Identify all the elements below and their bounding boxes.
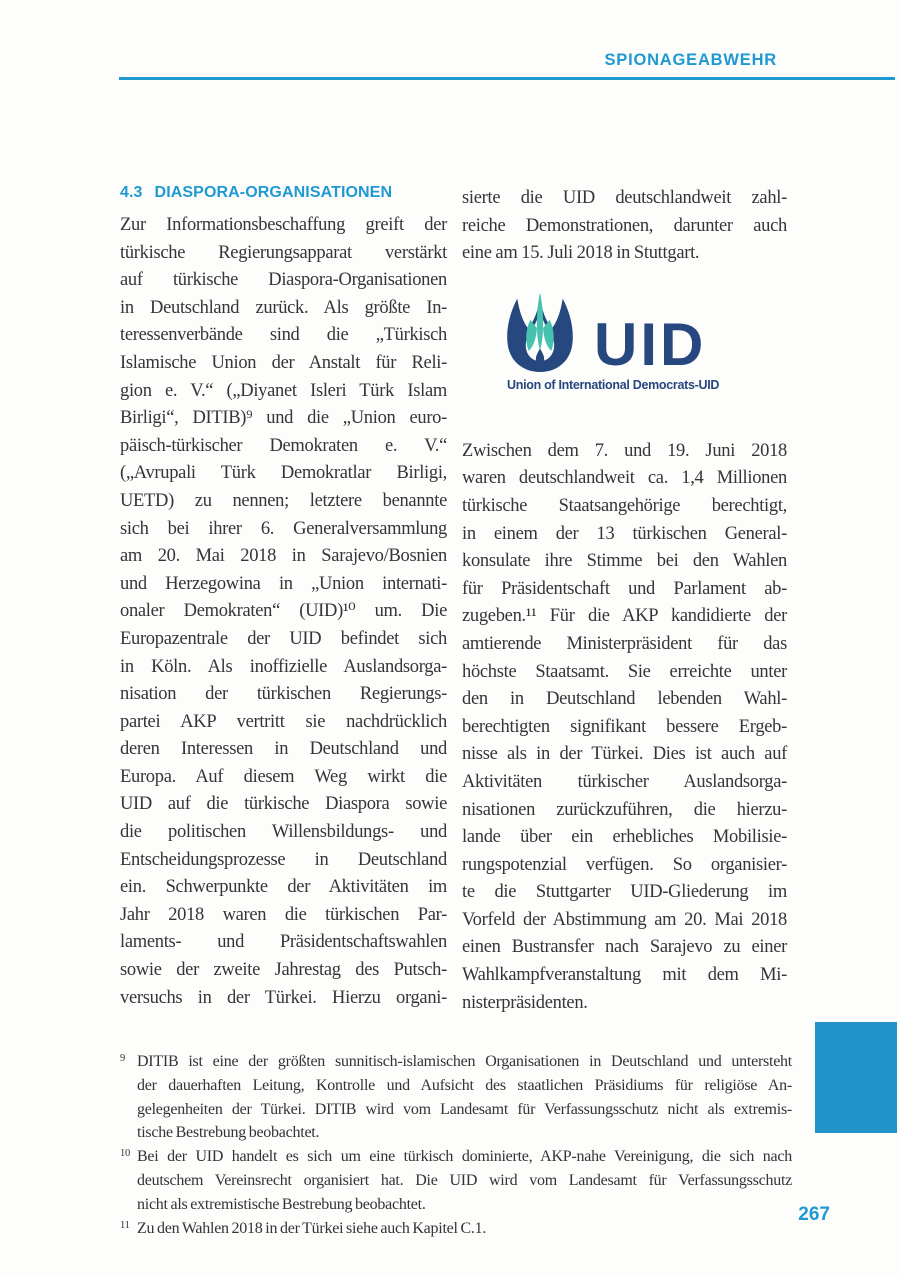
text-line: te die Stuttgarter UID-Gliederung im	[462, 882, 787, 903]
text-line: Europa. Auf diesem Weg wirkt die	[120, 766, 447, 787]
section-title: DIASPORA-ORGANISATIONEN	[154, 184, 393, 201]
footnote-9	[120, 1050, 792, 1145]
footnote-text	[137, 1050, 792, 1145]
left-column-text	[120, 212, 447, 1012]
section-number: 4.3	[120, 184, 143, 201]
text-line: rungspotenzial verfügen. So organisier-	[462, 854, 787, 875]
uid-acronym: UID	[594, 310, 707, 378]
uid-logo-row	[502, 288, 787, 378]
footnote-line: gelegenheiten der Türkei. DITIB wird vom Landesamt für Verfassungsschutz nicht als extremis-	[137, 1100, 792, 1118]
text-line: („Avrupali Türk Demokratlar Birligi,	[120, 463, 447, 484]
footnote-line: Zu den Wahlen 2018 in der Türkei siehe auch Kapitel C.1.	[137, 1219, 487, 1237]
text-line: Entscheidungsprozesse in Deutschland	[120, 849, 447, 870]
text-line: nisterpräsidenten.	[462, 992, 588, 1013]
text-line: in einem der 13 türkischen General-	[462, 523, 787, 544]
header-rule	[119, 77, 895, 80]
text-line: onaler Demokraten“ (UID)¹⁰ um. Die	[120, 601, 447, 622]
text-line: päisch-türkischer Demokraten e. V.“	[120, 435, 447, 456]
text-line: partei AKP vertritt sie nachdrücklich	[120, 711, 447, 732]
text-line: türkische Staatsangehörige berechtigt,	[462, 495, 787, 516]
footnote-line: Bei der UID handelt es sich um eine türkisch dominierte, AKP-nahe Vereinigung, die sich nach	[137, 1148, 792, 1166]
uid-logo	[462, 288, 787, 393]
text-line: UID auf die türkische Diaspora sowie	[120, 794, 447, 815]
text-line: konsulate ihre Stimme bei den Wahlen	[462, 551, 787, 572]
text-line: deren Interessen in Deutschland und	[120, 739, 447, 760]
text-line: die politischen Willensbildungs- und	[120, 822, 447, 843]
text-line: Wahlkampfveranstaltung mit dem Mi-	[462, 965, 787, 986]
right-column-paragraph-2	[462, 438, 787, 1017]
text-line: sowie der zweite Jahrestag des Putsch-	[120, 960, 447, 981]
text-line: ein. Schwerpunkte der Aktivitäten im	[120, 877, 447, 898]
text-line: gion e. V.“ („Diyanet Isleri Türk Islam	[120, 380, 447, 401]
left-column	[120, 184, 447, 1012]
text-line: Jahr 2018 waren die türkischen Par-	[120, 904, 447, 925]
text-line: türkische Regierungsapparat verstärkt	[120, 242, 447, 263]
text-line: teressenverbände sind die „Türkisch	[120, 325, 447, 346]
text-line: auf türkische Diaspora-Organisationen	[120, 270, 447, 291]
text-line: für Präsidentschaft und Parlament ab-	[462, 578, 787, 599]
text-line: amtierende Ministerpräsident für das	[462, 633, 787, 654]
footnote-line: DITIB ist eine der größten sunnitisch-islamischen Organisationen in Deutschland und untersteht	[137, 1053, 792, 1070]
footnotes	[120, 1050, 792, 1240]
text-line: in Deutschland zurück. Als größte In-	[120, 297, 447, 318]
text-line: Zwischen dem 7. und 19. Juni 2018	[462, 440, 787, 461]
footnote-marker: 9	[120, 1053, 125, 1064]
footnote-marker: 10	[120, 1148, 130, 1160]
running-header: SPIONAGEABWEHR	[604, 51, 777, 69]
text-line: eine am 15. Juli 2018 in Stuttgart.	[462, 243, 700, 264]
text-line: versuchs in der Türkei. Hierzu organi-	[120, 987, 447, 1008]
text-line: nisation der türkischen Regierungs-	[120, 684, 447, 705]
text-line: Aktivitäten türkischer Auslandsorga-	[462, 771, 787, 792]
text-line: Islamische Union der Anstalt für Reli-	[120, 352, 447, 373]
text-line: UETD) zu nennen; letztere benannte	[120, 490, 447, 511]
text-line: laments- und Präsidentschaftswahlen	[120, 932, 447, 953]
text-line: Europazentrale der UID befindet sich	[120, 628, 447, 649]
right-column-paragraph-1	[462, 185, 787, 268]
text-line: und Herzegowina in „Union internati-	[120, 573, 447, 594]
text-line: den in Deutschland lebenden Wahl-	[462, 689, 787, 710]
footnote-marker: 11	[120, 1219, 130, 1231]
text-line: zugeben.¹¹ Für die AKP kandidierte der	[462, 606, 787, 627]
text-line: in Köln. Als inoffizielle Auslandsorga-	[120, 656, 447, 677]
page-number: 267	[798, 1204, 830, 1225]
footnote-text	[137, 1217, 792, 1241]
text-line: berechtigten signifikant bessere Ergeb-	[462, 716, 787, 737]
text-line: am 20. Mai 2018 in Sarajevo/Bosnien	[120, 546, 447, 567]
text-line: lande über ein erhebliches Mobilisie-	[462, 827, 787, 848]
text-line: sierte die UID deutschlandweit zahl-	[462, 188, 787, 208]
text-line: sich bei ihrer 6. Generalversammlung	[120, 518, 447, 539]
footnote-line: deutschem Vereinsrecht organisiert hat. Die UID wird vom Landesamt für Verfassungsschutz	[137, 1171, 792, 1189]
text-line: höchste Staatsamt. Sie erreichte unter	[462, 661, 787, 682]
footnote-10	[120, 1145, 792, 1216]
text-line: Vorfeld der Abstimmung am 20. Mai 2018	[462, 909, 787, 930]
text-line: waren deutschlandweit ca. 1,4 Millionen	[462, 468, 787, 489]
footnote-line: nicht als extremistische Bestrebung beobachtet.	[137, 1195, 426, 1213]
footnote-11	[120, 1217, 792, 1241]
uid-caption: Union of International Democrats-UID	[507, 377, 720, 392]
footnote-line: der dauerhaften Leitung, Kontrolle und Aufsicht des staatlichen Präsidiums für religiöse An-	[137, 1076, 792, 1094]
text-line: nisse als in der Türkei. Dies ist auch auf	[462, 744, 787, 765]
text-line: Birligi“, DITIB)⁹ und die „Union euro-	[120, 408, 447, 429]
footnote-line: tische Bestrebung beobachtet.	[137, 1124, 320, 1142]
footnote-text	[137, 1145, 792, 1216]
section-heading	[120, 184, 447, 212]
text-line: nisationen zurückzuführen, die hierzu-	[462, 799, 787, 820]
text-line: reiche Demonstrationen, darunter auch	[462, 215, 787, 236]
tulip-icon	[502, 288, 578, 375]
text-line: Zur Informationsbeschaffung greift der	[120, 215, 447, 235]
chapter-tab-marker	[815, 1022, 897, 1133]
text-line: einen Bustransfer nach Sarajevo zu einer	[462, 937, 787, 958]
right-column	[462, 185, 787, 1017]
